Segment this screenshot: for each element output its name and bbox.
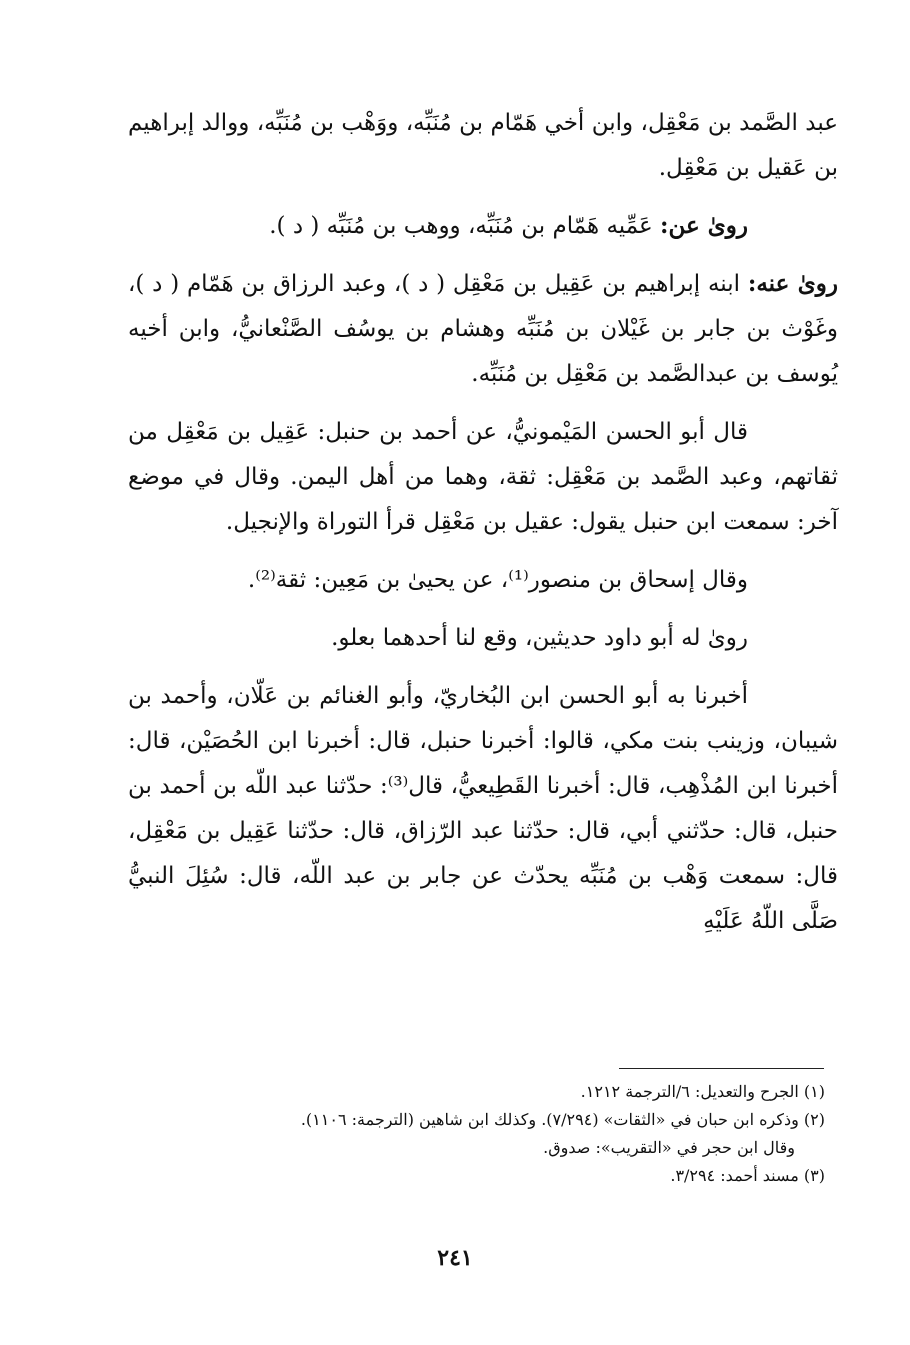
paragraph-text: أخبرنا به أبو الحسن ابن البُخاريّ، وأبو الغنائم بن عَلّان، وأحمد بن شيبان، وزينب بنت مكي، قالوا: أخبرنا حنبل، قال: أخبرنا ابن الحُصَيْن، قال: أخبرنا ابن المُذْهِب، قال: أخبرنا القَطِيعيُّ، قال⁽³⁾: حدّثنا عبد اللّه بن أحمد بن حنبل، قال: حدّثني أبي، قال: حدّثنا عبد الرّزاق، قال: حدّثنا عَقِيل بن مَعْقِل، قال: سمعت وَهْب بن مُنَبِّه يحدّث عن جابر بن عبد اللّه، قال: سُئِلَ النبيُّ صَلَّى اللّهُ عَلَيْهِ bbox=[128, 683, 839, 934]
paragraph-lead: روىٰ عن: bbox=[660, 212, 748, 239]
paragraph-relation bbox=[128, 100, 838, 191]
footnote-divider bbox=[619, 1068, 824, 1069]
paragraph-text: روىٰ له أبو داود حديثين، وقع لنا أحدهما بعلو. bbox=[331, 625, 748, 651]
footnote-2: (٢) وذكره ابن حبان في «الثقات» (٧/٢٩٤). وكذلك ابن شاهين (الترجمة: ١١٠٦). bbox=[300, 1110, 825, 1129]
paragraph-narrated-by bbox=[128, 261, 838, 397]
paragraph-text: ابنه إبراهيم بن عَقِيل بن مَعْقِل ( د )، وعبد الرزاق بن هَمّام ( د )، وغَوْث بن جابر بن غَيْلان بن مُنَبِّه وهشام بن يوسُف الصَّنْعانيُّ، وابن أخيه يُوسف بن عبدالصَّمد بن مَعْقِل بن مُنَبِّه. bbox=[128, 271, 838, 387]
paragraph-narrated-from bbox=[128, 203, 838, 249]
paragraph-grading bbox=[128, 409, 838, 545]
paragraph-abu-dawud bbox=[128, 615, 838, 661]
footnotes bbox=[115, 1078, 825, 1190]
paragraph-ishaq bbox=[128, 557, 838, 603]
footnote-1: (١) الجرح والتعديل: ٦/الترجمة ١٢١٢. bbox=[580, 1082, 825, 1101]
footnote-2-continuation: وقال ابن حجر في «التقريب»: صدوق. bbox=[543, 1138, 795, 1157]
paragraph-text: قال أبو الحسن المَيْمونيُّ، عن أحمد بن حنبل: عَقِيل بن مَعْقِل من ثقاتهم، وعبد الصَّمد بن مَعْقِل: ثقة، وهما من أهل اليمن. وقال في موضع آخر: سمعت ابن حنبل يقول: عقيل بن مَعْقِل قرأ التوراة والإنجيل. bbox=[128, 419, 838, 535]
footnote-3: (٣) مسند أحمد: ٣/٢٩٤. bbox=[670, 1166, 825, 1185]
paragraph-text: عَمِّيه هَمّام بن مُنَبِّه، ووهب بن مُنَبِّه ( د ). bbox=[269, 213, 661, 239]
paragraph-lead: روىٰ عنه: bbox=[747, 270, 839, 297]
paragraph-isnad bbox=[128, 673, 838, 944]
paragraph-text: وقال إسحاق بن منصور⁽¹⁾، عن يحيىٰ بن مَعِين: ثقة⁽²⁾. bbox=[247, 567, 748, 593]
main-text bbox=[128, 100, 838, 956]
page-number: ٢٤١ bbox=[437, 1245, 473, 1271]
paragraph-text: عبد الصَّمد بن مَعْقِل، وابن أخي هَمّام بن مُنَبِّه، ووَهْب بن مُنَبِّه، ووالد إبراهيم بن عَقيل بن مَعْقِل. bbox=[128, 110, 838, 181]
